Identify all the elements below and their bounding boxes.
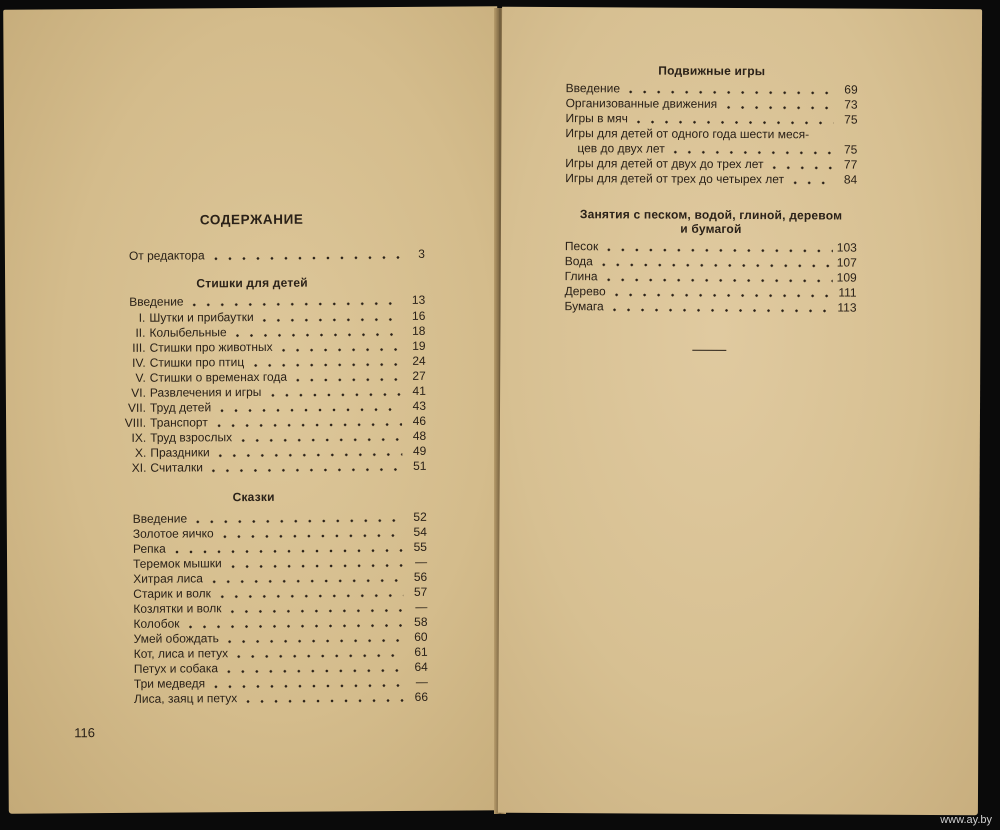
entry-label: Песок xyxy=(564,239,599,254)
entry-page: 109 xyxy=(836,270,857,285)
entry-page: 73 xyxy=(844,97,858,112)
leader-dots xyxy=(248,363,401,367)
entry-number: III. xyxy=(132,340,146,355)
entry-page: 46 xyxy=(412,413,427,428)
entry-number: I. xyxy=(138,310,146,325)
toc-entry xyxy=(134,690,428,707)
entry-label: Труд взрослых xyxy=(150,430,233,445)
entry-number: II. xyxy=(135,325,146,340)
leader-dots xyxy=(184,624,404,629)
entry-label: Транспорт xyxy=(150,415,208,430)
leader-dots xyxy=(215,594,403,598)
entry-label: Умей обождать xyxy=(133,631,219,646)
entry-label: Три медведя xyxy=(133,676,206,691)
entry-page: 41 xyxy=(412,383,426,398)
toc-entry-editor xyxy=(129,247,425,264)
leader-dots xyxy=(610,293,833,297)
entry-label: Развлечения и игры xyxy=(149,384,262,400)
leader-dots xyxy=(788,181,833,184)
entry-page: 56 xyxy=(413,569,428,584)
leader-dots xyxy=(669,151,834,155)
leader-dots xyxy=(188,302,402,306)
toc-entry xyxy=(565,111,857,128)
leader-dots xyxy=(632,120,834,124)
toc-entry xyxy=(565,269,857,286)
leader-dots xyxy=(209,684,404,688)
leader-dots xyxy=(170,549,403,554)
leader-dots xyxy=(212,423,402,427)
leader-dots xyxy=(291,378,402,382)
entry-label: Кот, лиса и петух xyxy=(133,646,229,661)
entry-number: IV. xyxy=(132,355,146,370)
entry-label: цев до двух лет xyxy=(577,141,665,156)
section-heading-verses: Стишки для детей xyxy=(196,275,308,291)
entry-page: — xyxy=(415,599,428,614)
entry-page: 19 xyxy=(412,338,426,353)
leader-dots xyxy=(232,654,404,658)
entry-page: 60 xyxy=(414,629,428,644)
entry-number: VIII. xyxy=(124,415,147,430)
entry-page: 16 xyxy=(411,308,426,323)
entry-label: Репка xyxy=(132,541,166,556)
toc-entry xyxy=(565,171,857,188)
toc-entry-wrapped-line1: Игры для детей от одного года шести меся- xyxy=(565,126,810,142)
entry-page: 54 xyxy=(413,524,427,539)
entry-label: Стишки о временах года xyxy=(149,369,288,385)
toc-entry xyxy=(122,459,426,476)
entry-label: Козлятки и волк xyxy=(133,601,222,616)
entry-label: Игры для детей от трех до четырех лет xyxy=(565,171,785,187)
leader-dots xyxy=(191,519,403,523)
entry-label: Введение xyxy=(129,294,184,309)
entry-label: Введение xyxy=(565,81,621,96)
leader-dots xyxy=(226,564,403,568)
entry-label: Бумага xyxy=(564,299,604,314)
toc-entry-wrapped-line2 xyxy=(577,141,857,157)
entry-label: Шутки и прибаутки xyxy=(149,309,254,325)
entry-label: Труд детей xyxy=(149,400,212,415)
entry-page: 113 xyxy=(837,300,857,315)
entry-label: Колобок xyxy=(133,616,180,631)
entry-page: 18 xyxy=(412,323,426,338)
toc-entry xyxy=(565,239,857,256)
entry-page: 52 xyxy=(413,509,427,524)
leader-dots xyxy=(241,699,404,703)
entry-label: Стишки про животных xyxy=(149,339,273,355)
entry-label: Игры для детей от двух до трех лет xyxy=(565,156,764,172)
leader-dots xyxy=(767,166,833,169)
leader-dots xyxy=(608,308,833,312)
leader-dots xyxy=(209,256,401,260)
toc-entry xyxy=(565,299,857,316)
entry-page: 64 xyxy=(414,659,428,674)
toc-entry xyxy=(129,293,425,310)
leader-dots xyxy=(214,453,403,457)
leader-dots xyxy=(226,609,404,613)
entry-number: X. xyxy=(134,445,147,460)
entry-label: Лиса, заяц и петух xyxy=(133,691,238,706)
entry-page: 13 xyxy=(411,292,426,307)
entry-page: 103 xyxy=(836,240,857,255)
entry-label: Старик и волк xyxy=(133,586,211,601)
leader-dots xyxy=(231,333,402,337)
entry-page: 75 xyxy=(843,142,858,157)
section-heading-crafts-line1: Занятия с песком, водой, глиной, деревом xyxy=(579,207,843,223)
entry-page: 3 xyxy=(418,246,425,261)
entry-page: 57 xyxy=(413,584,428,599)
leader-dots xyxy=(218,534,403,538)
entry-page: 48 xyxy=(412,428,427,443)
section-heading-active-games: Подвижные игры xyxy=(658,63,766,79)
entry-page: 61 xyxy=(414,644,428,659)
entry-label: Введение xyxy=(132,511,188,526)
toc-entry xyxy=(565,284,857,301)
toc-entry xyxy=(566,96,858,113)
entry-page: — xyxy=(415,674,428,689)
leader-dots xyxy=(277,348,402,352)
left-page xyxy=(3,6,503,813)
entry-number: IX. xyxy=(131,430,147,445)
leader-dots xyxy=(624,90,834,94)
leader-dots xyxy=(207,468,403,472)
toc-entry xyxy=(565,156,857,173)
leader-dots xyxy=(721,106,833,110)
entry-page: 111 xyxy=(838,285,857,300)
entry-page: 51 xyxy=(412,458,427,473)
entry-number: V. xyxy=(135,370,146,385)
entry-label: Вода xyxy=(564,254,593,269)
contents-title: СОДЕРЖАНИЕ xyxy=(199,211,304,228)
entry-label: Золотое яичко xyxy=(132,526,214,541)
entry-page: 49 xyxy=(412,443,427,458)
right-page xyxy=(498,7,982,816)
section-heading-crafts-line2: и бумагой xyxy=(680,221,742,237)
leader-dots xyxy=(258,318,402,322)
entry-page: 75 xyxy=(844,112,858,127)
entry-label: Игры в мяч xyxy=(565,111,628,126)
entry-label: Теремок мышки xyxy=(133,556,222,571)
leader-dots xyxy=(215,408,402,412)
leader-dots xyxy=(236,438,402,442)
entry-number: VI. xyxy=(131,385,146,400)
leader-dots xyxy=(602,278,833,282)
toc-entry xyxy=(565,254,857,271)
entry-label: Считалки xyxy=(150,460,203,475)
toc-entry xyxy=(566,81,858,98)
entry-page: 69 xyxy=(844,82,858,97)
closing-rule xyxy=(692,350,726,351)
entry-label: Колыбельные xyxy=(149,325,227,340)
entry-page: 55 xyxy=(413,539,428,554)
entry-label: От редактора xyxy=(128,248,205,263)
entry-page: 66 xyxy=(414,689,429,704)
entry-page: 84 xyxy=(843,172,858,187)
entry-page: 43 xyxy=(412,398,427,413)
entry-label: Праздники xyxy=(150,445,210,460)
leader-dots xyxy=(223,639,404,643)
entry-page: 77 xyxy=(843,157,858,172)
entry-label: Петух и собака xyxy=(133,661,219,676)
leader-dots xyxy=(597,263,833,267)
entry-label: Организованные движения xyxy=(565,96,718,111)
entry-page: 24 xyxy=(412,353,426,368)
entry-label: Стишки про птиц xyxy=(149,355,245,370)
watermark-text: www.ay.by xyxy=(940,814,992,826)
entry-label: Дерево xyxy=(564,284,606,299)
entry-label: Хитрая лиса xyxy=(133,571,203,586)
page-number: 116 xyxy=(74,725,96,741)
leader-dots xyxy=(207,579,403,583)
entry-page: — xyxy=(415,554,428,569)
leader-dots xyxy=(265,393,401,397)
entry-label: Глина xyxy=(564,269,598,284)
entry-number: VII. xyxy=(127,400,147,415)
entry-page: 27 xyxy=(412,368,426,383)
leader-dots xyxy=(222,669,404,673)
section-heading-tales: Сказки xyxy=(232,489,275,505)
entry-page: 107 xyxy=(836,255,857,270)
entry-number: XI. xyxy=(131,460,147,475)
leader-dots xyxy=(602,248,833,252)
entry-page: 58 xyxy=(414,614,428,629)
